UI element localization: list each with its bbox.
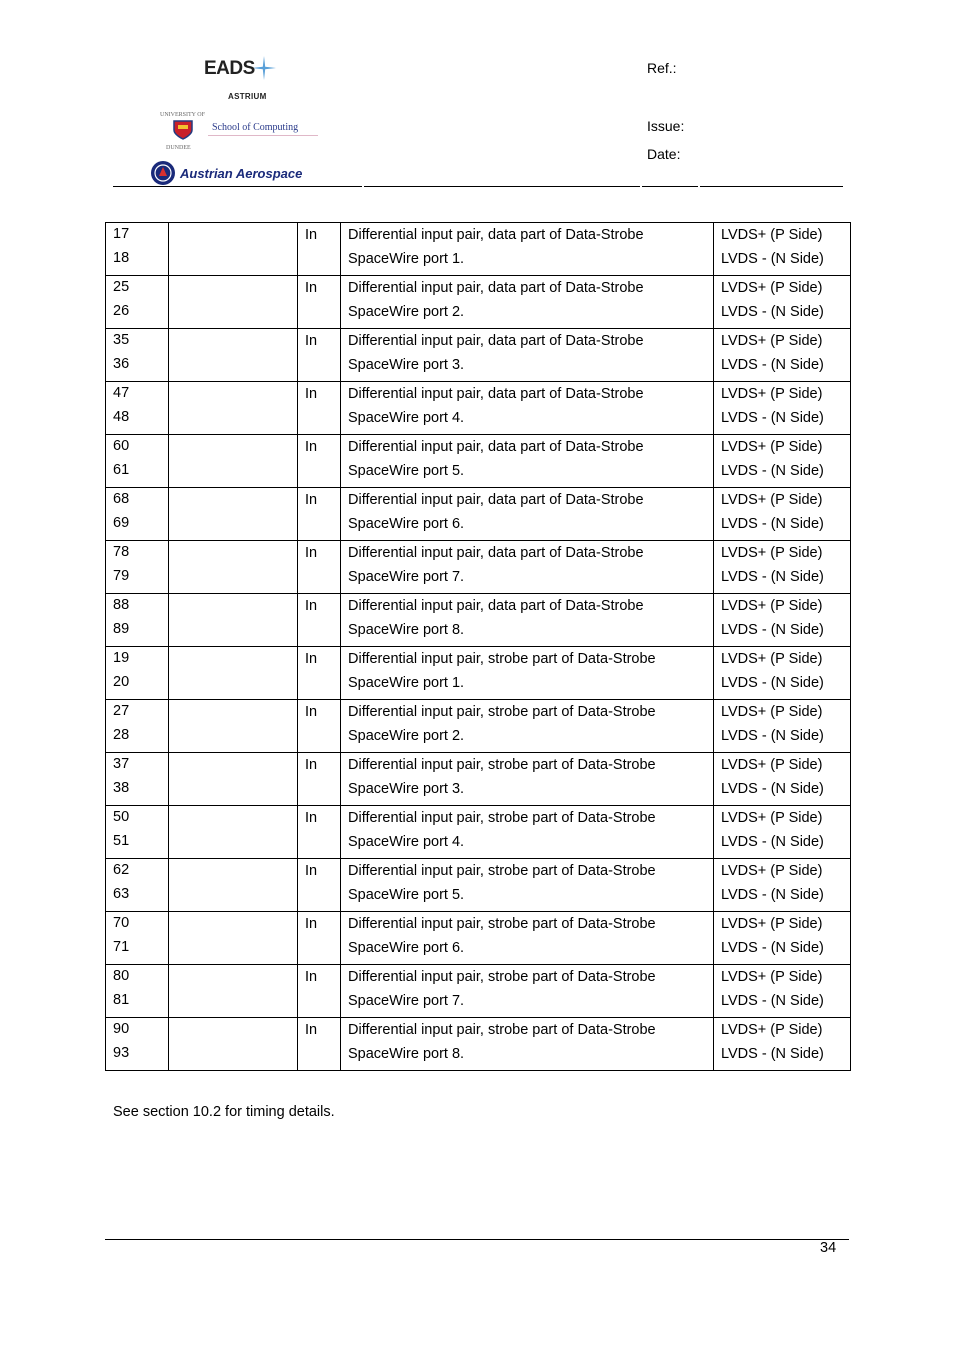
pin-number-cell bbox=[106, 965, 169, 1018]
table-row bbox=[106, 435, 851, 488]
lvds-n-side: LVDS - (N Side) bbox=[721, 887, 824, 903]
description-line: SpaceWire port 8. bbox=[348, 622, 465, 638]
lvds-p-side: LVDS+ (P Side) bbox=[721, 333, 823, 349]
lvds-cell bbox=[714, 806, 851, 859]
description-cell bbox=[341, 753, 714, 806]
university-crest-icon bbox=[172, 120, 194, 140]
lvds-p-side: LVDS+ (P Side) bbox=[721, 757, 823, 773]
pin-n-number: 48 bbox=[113, 409, 130, 425]
pin-p-number: 68 bbox=[113, 491, 130, 507]
lvds-n-side: LVDS - (N Side) bbox=[721, 304, 824, 320]
pin-n-number: 26 bbox=[113, 303, 130, 319]
description-line: SpaceWire port 7. bbox=[348, 993, 465, 1009]
lvds-n-side: LVDS - (N Side) bbox=[721, 516, 824, 532]
pin-p-number: 60 bbox=[113, 438, 130, 454]
signal-name-cell bbox=[169, 859, 298, 912]
ref-label: Ref.: bbox=[647, 60, 677, 76]
lvds-p-side: LVDS+ (P Side) bbox=[721, 227, 823, 243]
pin-number-cell bbox=[106, 700, 169, 753]
pin-n-number: 51 bbox=[113, 833, 130, 849]
lvds-cell bbox=[714, 594, 851, 647]
description-cell bbox=[341, 965, 714, 1018]
pin-number-cell bbox=[106, 435, 169, 488]
pin-n-number: 69 bbox=[113, 515, 130, 531]
signal-name-cell bbox=[169, 594, 298, 647]
signal-name-cell bbox=[169, 647, 298, 700]
description-line: SpaceWire port 3. bbox=[348, 781, 465, 797]
description-line: SpaceWire port 4. bbox=[348, 834, 465, 850]
description-line: Differential input pair, data part of Data-Strobe bbox=[348, 545, 644, 561]
pin-p-number: 88 bbox=[113, 597, 130, 613]
lvds-cell bbox=[714, 700, 851, 753]
eads-logo-text: EADS bbox=[204, 58, 255, 79]
issue-label: Issue: bbox=[647, 118, 685, 134]
table-row bbox=[106, 965, 851, 1018]
lvds-n-side: LVDS - (N Side) bbox=[721, 675, 824, 691]
direction-cell: In bbox=[298, 541, 341, 594]
direction-cell: In bbox=[298, 700, 341, 753]
signal-name-cell bbox=[169, 806, 298, 859]
lvds-cell bbox=[714, 488, 851, 541]
table-row bbox=[106, 276, 851, 329]
description-cell bbox=[341, 912, 714, 965]
pin-p-number: 17 bbox=[113, 226, 130, 242]
direction-cell: In bbox=[298, 912, 341, 965]
description-cell bbox=[341, 1018, 714, 1071]
description-line: SpaceWire port 1. bbox=[348, 675, 465, 691]
description-line: Differential input pair, strobe part of Data-Strobe bbox=[348, 704, 656, 720]
header-rule bbox=[364, 186, 640, 187]
lvds-cell bbox=[714, 647, 851, 700]
table-row bbox=[106, 647, 851, 700]
direction-cell: In bbox=[298, 594, 341, 647]
table-row bbox=[106, 594, 851, 647]
description-line: SpaceWire port 5. bbox=[348, 887, 465, 903]
lvds-n-side: LVDS - (N Side) bbox=[721, 569, 824, 585]
lvds-p-side: LVDS+ (P Side) bbox=[721, 916, 823, 932]
signal-name-cell bbox=[169, 1018, 298, 1071]
description-line: Differential input pair, data part of Data-Strobe bbox=[348, 227, 644, 243]
description-line: SpaceWire port 4. bbox=[348, 410, 465, 426]
pin-number-cell bbox=[106, 488, 169, 541]
description-line: Differential input pair, strobe part of Data-Strobe bbox=[348, 916, 656, 932]
description-cell bbox=[341, 435, 714, 488]
header-rule bbox=[642, 186, 698, 187]
lvds-p-side: LVDS+ (P Side) bbox=[721, 280, 823, 296]
table-row bbox=[106, 1018, 851, 1071]
direction-cell: In bbox=[298, 647, 341, 700]
austrian-aerospace-logo-text: Austrian Aerospace bbox=[180, 166, 303, 181]
pin-number-cell bbox=[106, 594, 169, 647]
description-line: Differential input pair, data part of Data-Strobe bbox=[348, 598, 644, 614]
direction-cell: In bbox=[298, 488, 341, 541]
description-cell bbox=[341, 647, 714, 700]
pin-p-number: 70 bbox=[113, 915, 130, 931]
description-line: SpaceWire port 6. bbox=[348, 940, 465, 956]
direction-cell: In bbox=[298, 276, 341, 329]
pin-p-number: 62 bbox=[113, 862, 130, 878]
description-cell bbox=[341, 806, 714, 859]
university-label: UNIVERSITY OF bbox=[160, 112, 205, 118]
pin-n-number: 63 bbox=[113, 886, 130, 902]
table-row bbox=[106, 382, 851, 435]
lvds-n-side: LVDS - (N Side) bbox=[721, 622, 824, 638]
signal-name-cell bbox=[169, 223, 298, 276]
lvds-n-side: LVDS - (N Side) bbox=[721, 781, 824, 797]
pin-n-number: 79 bbox=[113, 568, 130, 584]
description-cell bbox=[341, 382, 714, 435]
lvds-n-side: LVDS - (N Side) bbox=[721, 728, 824, 744]
direction-cell: In bbox=[298, 382, 341, 435]
pin-number-cell bbox=[106, 382, 169, 435]
pin-number-cell bbox=[106, 647, 169, 700]
lvds-cell bbox=[714, 541, 851, 594]
direction-cell: In bbox=[298, 329, 341, 382]
pin-n-number: 93 bbox=[113, 1045, 130, 1061]
description-line: Differential input pair, strobe part of Data-Strobe bbox=[348, 810, 656, 826]
description-line: Differential input pair, data part of Data-Strobe bbox=[348, 439, 644, 455]
table-row bbox=[106, 912, 851, 965]
school-of-computing-logo: School of Computing bbox=[212, 122, 299, 133]
pin-n-number: 18 bbox=[113, 250, 130, 266]
description-cell bbox=[341, 541, 714, 594]
direction-cell: In bbox=[298, 1018, 341, 1071]
signal-name-cell bbox=[169, 488, 298, 541]
direction-cell: In bbox=[298, 859, 341, 912]
lvds-cell bbox=[714, 223, 851, 276]
pin-table bbox=[105, 222, 851, 1071]
description-line: SpaceWire port 8. bbox=[348, 1046, 465, 1062]
description-line: Differential input pair, strobe part of Data-Strobe bbox=[348, 1022, 656, 1038]
direction-cell: In bbox=[298, 223, 341, 276]
description-line: SpaceWire port 3. bbox=[348, 357, 465, 373]
table-row bbox=[106, 753, 851, 806]
pin-number-cell bbox=[106, 859, 169, 912]
lvds-n-side: LVDS - (N Side) bbox=[721, 993, 824, 1009]
lvds-cell bbox=[714, 276, 851, 329]
pin-n-number: 28 bbox=[113, 727, 130, 743]
lvds-p-side: LVDS+ (P Side) bbox=[721, 704, 823, 720]
description-cell bbox=[341, 859, 714, 912]
eads-star-icon bbox=[252, 56, 276, 80]
signal-name-cell bbox=[169, 753, 298, 806]
description-line: Differential input pair, data part of Data-Strobe bbox=[348, 280, 644, 296]
lvds-cell bbox=[714, 912, 851, 965]
description-cell bbox=[341, 488, 714, 541]
pin-p-number: 19 bbox=[113, 650, 130, 666]
lvds-p-side: LVDS+ (P Side) bbox=[721, 863, 823, 879]
signal-name-cell bbox=[169, 912, 298, 965]
signal-name-cell bbox=[169, 329, 298, 382]
description-line: Differential input pair, data part of Data-Strobe bbox=[348, 333, 644, 349]
pin-number-cell bbox=[106, 1018, 169, 1071]
lvds-cell bbox=[714, 329, 851, 382]
pin-n-number: 38 bbox=[113, 780, 130, 796]
pin-p-number: 80 bbox=[113, 968, 130, 984]
pin-n-number: 71 bbox=[113, 939, 130, 955]
direction-cell: In bbox=[298, 753, 341, 806]
pin-n-number: 81 bbox=[113, 992, 130, 1008]
signal-name-cell bbox=[169, 435, 298, 488]
lvds-n-side: LVDS - (N Side) bbox=[721, 834, 824, 850]
lvds-p-side: LVDS+ (P Side) bbox=[721, 1022, 823, 1038]
pin-n-number: 61 bbox=[113, 462, 130, 478]
table-row bbox=[106, 329, 851, 382]
signal-name-cell bbox=[169, 382, 298, 435]
lvds-p-side: LVDS+ (P Side) bbox=[721, 439, 823, 455]
description-line: Differential input pair, strobe part of Data-Strobe bbox=[348, 969, 656, 985]
description-cell bbox=[341, 700, 714, 753]
header-rule bbox=[700, 186, 843, 187]
direction-cell: In bbox=[298, 435, 341, 488]
lvds-cell bbox=[714, 382, 851, 435]
table-row bbox=[106, 541, 851, 594]
lvds-p-side: LVDS+ (P Side) bbox=[721, 492, 823, 508]
pin-number-cell bbox=[106, 753, 169, 806]
pin-n-number: 20 bbox=[113, 674, 130, 690]
pin-p-number: 50 bbox=[113, 809, 130, 825]
description-line: SpaceWire port 5. bbox=[348, 463, 465, 479]
lvds-n-side: LVDS - (N Side) bbox=[721, 251, 824, 267]
header-rule bbox=[113, 186, 362, 187]
logo-block bbox=[148, 56, 348, 192]
lvds-n-side: LVDS - (N Side) bbox=[721, 940, 824, 956]
lvds-n-side: LVDS - (N Side) bbox=[721, 357, 824, 373]
lvds-cell bbox=[714, 1018, 851, 1071]
signal-name-cell bbox=[169, 700, 298, 753]
pin-p-number: 27 bbox=[113, 703, 130, 719]
date-label: Date: bbox=[647, 146, 681, 162]
astrium-logo-text: ASTRIUM bbox=[228, 92, 267, 101]
pin-p-number: 25 bbox=[113, 279, 130, 295]
pin-number-cell bbox=[106, 806, 169, 859]
pin-number-cell bbox=[106, 541, 169, 594]
lvds-n-side: LVDS - (N Side) bbox=[721, 410, 824, 426]
pin-number-cell bbox=[106, 223, 169, 276]
lvds-p-side: LVDS+ (P Side) bbox=[721, 810, 823, 826]
pin-number-cell bbox=[106, 276, 169, 329]
lvds-cell bbox=[714, 753, 851, 806]
pin-n-number: 36 bbox=[113, 356, 130, 372]
pin-n-number: 89 bbox=[113, 621, 130, 637]
pin-p-number: 47 bbox=[113, 385, 130, 401]
description-line: SpaceWire port 7. bbox=[348, 569, 465, 585]
lvds-cell bbox=[714, 965, 851, 1018]
direction-cell: In bbox=[298, 806, 341, 859]
lvds-p-side: LVDS+ (P Side) bbox=[721, 598, 823, 614]
pin-table-body bbox=[106, 223, 851, 1071]
table-row bbox=[106, 700, 851, 753]
description-cell bbox=[341, 329, 714, 382]
lvds-p-side: LVDS+ (P Side) bbox=[721, 386, 823, 402]
dundee-label: DUNDEE bbox=[166, 145, 191, 151]
table-row bbox=[106, 806, 851, 859]
lvds-p-side: LVDS+ (P Side) bbox=[721, 969, 823, 985]
lvds-p-side: LVDS+ (P Side) bbox=[721, 651, 823, 667]
austrian-aerospace-emblem-icon bbox=[150, 160, 176, 186]
pin-p-number: 37 bbox=[113, 756, 130, 772]
page-number: 34 bbox=[820, 1240, 837, 1256]
lvds-n-side: LVDS - (N Side) bbox=[721, 463, 824, 479]
table-row bbox=[106, 859, 851, 912]
signal-name-cell bbox=[169, 541, 298, 594]
signal-name-cell bbox=[169, 965, 298, 1018]
description-line: Differential input pair, strobe part of Data-Strobe bbox=[348, 757, 656, 773]
lvds-cell bbox=[714, 859, 851, 912]
description-line: SpaceWire port 2. bbox=[348, 728, 465, 744]
pin-p-number: 90 bbox=[113, 1021, 130, 1037]
direction-cell: In bbox=[298, 965, 341, 1018]
logo-underline bbox=[208, 135, 318, 136]
lvds-n-side: LVDS - (N Side) bbox=[721, 1046, 824, 1062]
pin-number-cell bbox=[106, 329, 169, 382]
description-line: SpaceWire port 2. bbox=[348, 304, 465, 320]
lvds-cell bbox=[714, 435, 851, 488]
signal-name-cell bbox=[169, 276, 298, 329]
description-line: SpaceWire port 1. bbox=[348, 251, 465, 267]
table-row bbox=[106, 488, 851, 541]
pin-p-number: 35 bbox=[113, 332, 130, 348]
description-cell bbox=[341, 594, 714, 647]
description-cell bbox=[341, 276, 714, 329]
description-line: Differential input pair, data part of Data-Strobe bbox=[348, 386, 644, 402]
description-line: Differential input pair, strobe part of Data-Strobe bbox=[348, 651, 656, 667]
description-line: Differential input pair, strobe part of Data-Strobe bbox=[348, 863, 656, 879]
description-line: Differential input pair, data part of Data-Strobe bbox=[348, 492, 644, 508]
timing-note: See section 10.2 for timing details. bbox=[113, 1104, 335, 1120]
lvds-p-side: LVDS+ (P Side) bbox=[721, 545, 823, 561]
footer-rule bbox=[105, 1239, 849, 1240]
description-cell bbox=[341, 223, 714, 276]
table-row bbox=[106, 223, 851, 276]
pin-number-cell bbox=[106, 912, 169, 965]
pin-p-number: 78 bbox=[113, 544, 130, 560]
description-line: SpaceWire port 6. bbox=[348, 516, 465, 532]
